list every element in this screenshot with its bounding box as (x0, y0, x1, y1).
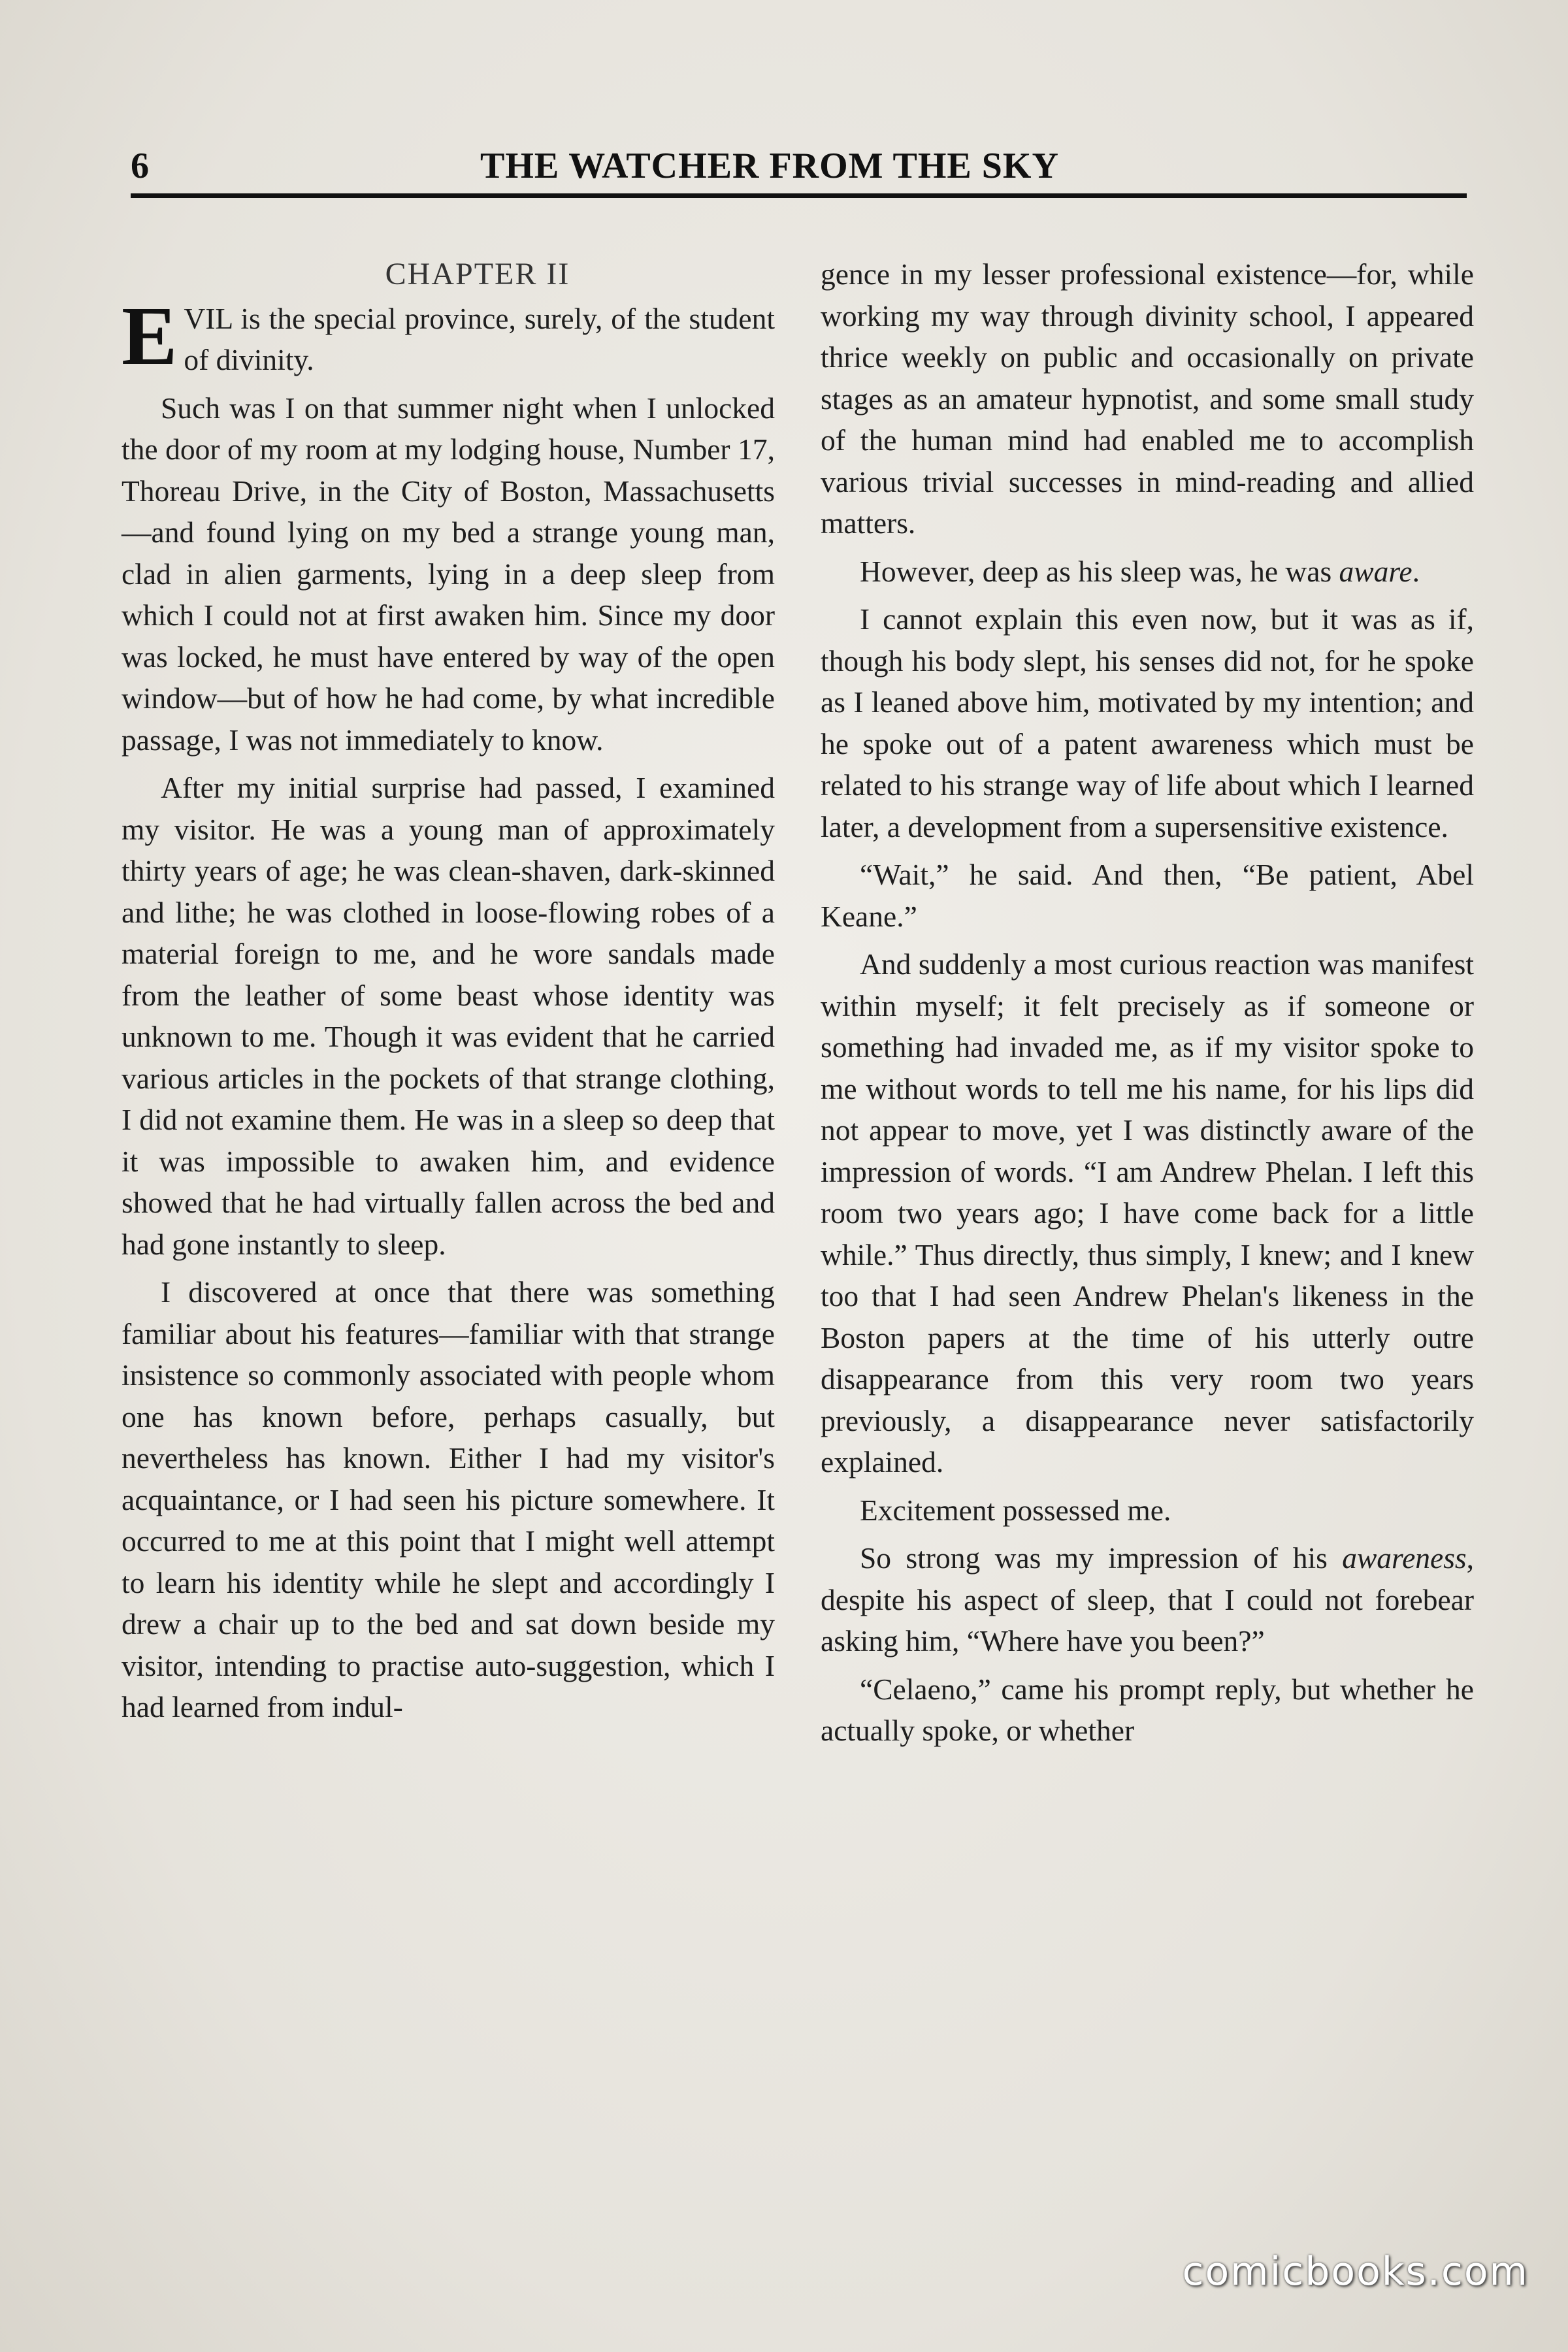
page-number: 6 (131, 146, 149, 186)
running-title: THE WATCHER FROM THE SKY (480, 146, 1059, 186)
paragraph: However, deep as his sleep was, he was aware. (860, 554, 1420, 588)
paragraph: I discovered at once that there was something familiar about his features—familiar with that strange insistence so commonly associated with people whom one has known before, perhaps casually, but nevertheless has known. Either I had my visitor's acquaintance, or I had seen his picture somewhere. It occurred to me at this point that I might well attempt to learn his identity while he slept and accordingly I drew a chair up to the bed and sat down beside my visitor, intending to practise auto-suggestion, which I had learned from indul- (122, 1275, 775, 1723)
paragraph: I cannot explain this even now, but it was as if, though his body slept, his senses did not, for he spoke as I leaned above him, motivated by my intention; and he spoke out of a patent awareness which must be related to his strange way of life about which I learned later, a development from a supersensitive existence. (821, 602, 1474, 843)
emphasis: awareness (1342, 1541, 1467, 1575)
opening-paragraph (122, 289, 775, 382)
right-column (821, 253, 1474, 1758)
page-header (131, 145, 1467, 197)
drop-cap: E (122, 289, 178, 382)
watermark-logo: comicbooks.com (1182, 2249, 1529, 2295)
paragraph: After my initial surprise had passed, I examined my visitor. He was a young man of approximately thirty years of age; he was clean-shaven, dark-skinned and lithe; he was clothed in loose-flowing robes of a material foreign to me, and he wore sandals made from the leather of some beast whose identity was unknown to me. Though it was evident that he carried various articles in the pockets of that strange clothing, I did not examine them. He was in a sleep so deep that it was impossible to awaken him, and evidence showed that he had virtually fallen across the bed and had gone instantly to sleep. (122, 771, 775, 1261)
header-rule (131, 193, 1467, 198)
paragraph: “Celaeno,” came his prompt reply, but whether he actually spoke, or whether (821, 1672, 1474, 1747)
emphasis: aware (1339, 554, 1413, 588)
paragraph: Such was I on that summer night when I unlocked the door of my room at my lodging house, Number 17, Thoreau Drive, in the City of Boston, Massachusetts—and found lying on my bed a strange young man, clad in alien garments, lying in a deep sleep from which I could not at first awaken him. Since my door was locked, he must have entered by way of the open window—but of how he had come, by what incredible passage, I was not immediately to know. (122, 391, 775, 757)
left-column (122, 253, 775, 1735)
continued-paragraph: gence in my lesser professional existence—for, while working my way through divinity school, I appeared thrice weekly on public and occasionally on private stages as an amateur hypnotist, and some small study of the human mind had enabled me to accomplish various trivial successes in mind-reading and allied matters. (821, 257, 1474, 540)
paragraph: So strong was my impression of his awareness, despite his aspect of sleep, that I could not forebear asking him, “Where have you been?” (821, 1541, 1474, 1658)
opening-paragraph-text: VIL is the special province, surely, of the student of divinity. (184, 301, 775, 376)
paragraph: And suddenly a most curious reaction was manifest within myself; it felt precisely as if someone or something had invaded me, as if my visitor spoke to me without words to tell me his name, for his lips did not appear to move, yet I was distinctly aware of the impression of words. “I am Andrew Phelan. I left this room two years ago; I have come back for a little while.” Thus directly, thus simply, I knew; and I knew too that I had seen Andrew Phelan's likeness in the Boston papers at the time of his utterly outre disappearance from this very room two years previously, a disappearance never satisfactorily explained. (821, 947, 1474, 1478)
paragraph: Excitement possessed me. (860, 1493, 1171, 1527)
chapter-heading: CHAPTER II (385, 257, 570, 291)
paragraph: “Wait,” he said. And then, “Be patient, Abel Keane.” (821, 858, 1474, 933)
